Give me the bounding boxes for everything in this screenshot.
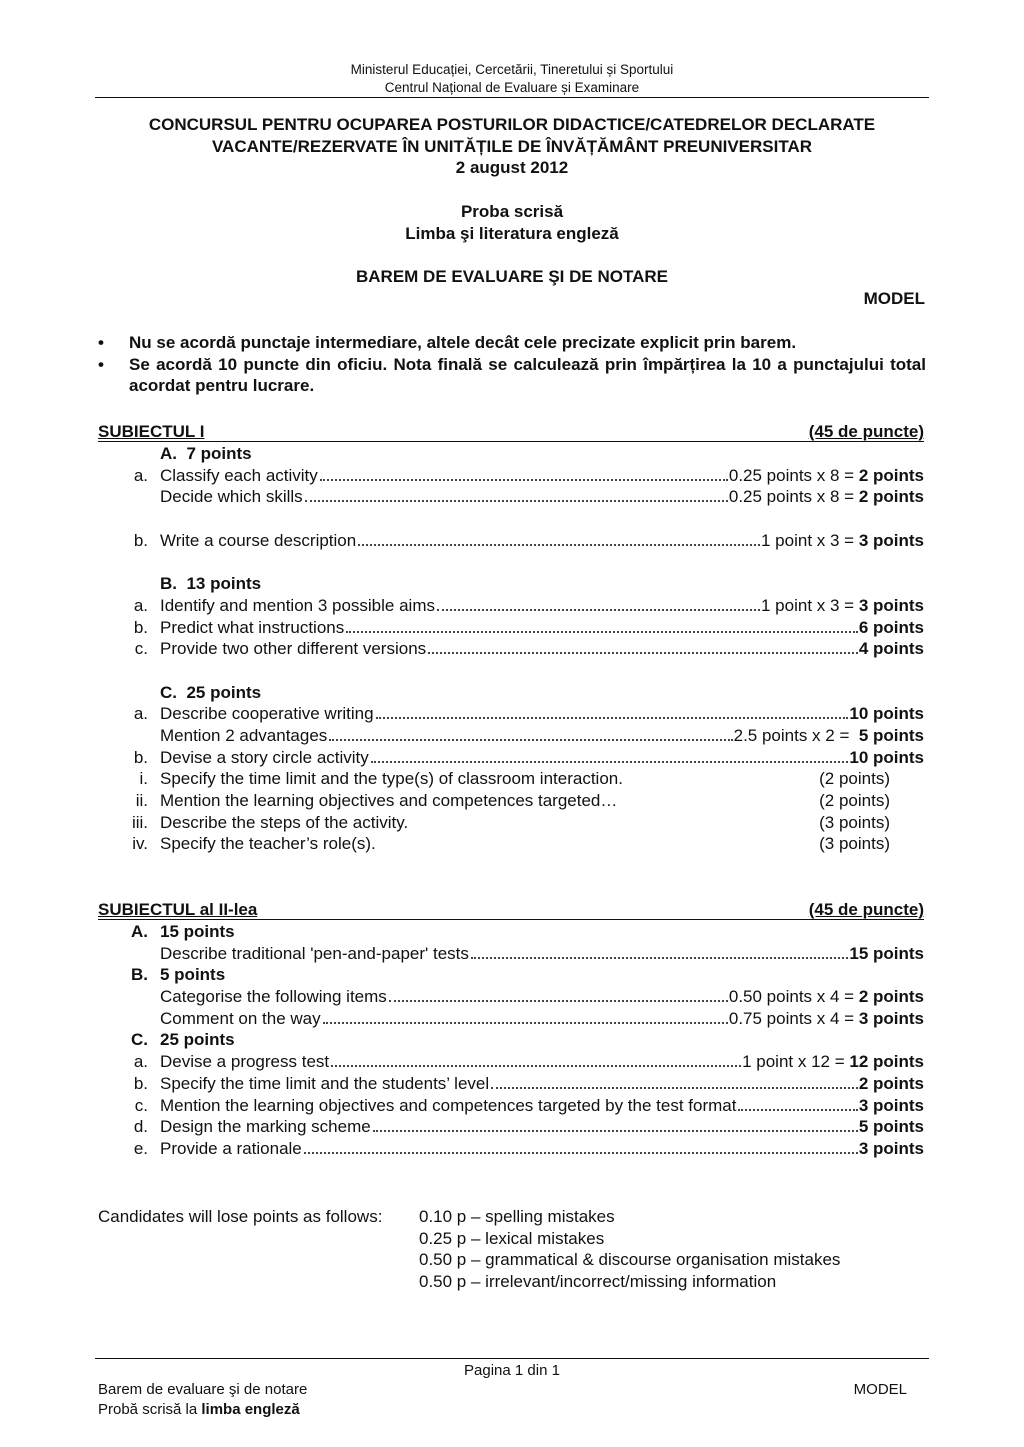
item-text: Mention the learning objectives and competences targeted by the test format [160, 1095, 737, 1115]
instruction-item: • Nu se acordă punctaje intermediare, altele decât cele precizate explicit prin barem. [98, 333, 797, 352]
item-text: Mention 2 advantages [160, 725, 328, 745]
item-text: 15 points [160, 922, 235, 941]
item-points: 15 points [849, 943, 924, 963]
item-text: Provide two other different versions [160, 639, 427, 659]
subiect1-title: SUBIECTUL I [98, 422, 205, 441]
section-heading [98, 573, 924, 595]
item-text: Predict what instructions [160, 617, 345, 637]
model-label: MODEL [863, 289, 925, 308]
subiect2-title: SUBIECTUL al II-lea [98, 900, 258, 919]
item-text: Identify and mention 3 possible aims [160, 595, 435, 615]
center-header: Centrul Național de Evaluare și Examinare [384, 80, 640, 95]
item-marker: b. [133, 1073, 148, 1093]
penalty-item: 0.50 p – irrelevant/incorrect/missing information [419, 1272, 777, 1292]
item-text: 25 points [160, 1030, 235, 1050]
subiect2-heading [98, 900, 924, 920]
penalty-item: 0.10 p – spelling mistakes [419, 1207, 615, 1226]
item-marker: c. [134, 639, 148, 659]
section-heading [98, 921, 924, 943]
section-heading [98, 443, 924, 465]
dot-leader [329, 739, 732, 741]
item-marker: b. [133, 530, 148, 550]
item-text: Design the marking scheme [160, 1117, 371, 1137]
item-text: C. 25 points [160, 682, 262, 702]
item-points: 5 points [858, 1117, 924, 1137]
item-points: 0.25 points x 8 = 2 points [728, 487, 924, 507]
scoring-item [98, 1008, 924, 1030]
dot-leader [346, 631, 858, 633]
item-marker: c. [134, 1095, 148, 1115]
subiect2-points: (45 de puncte) [808, 900, 924, 919]
section-heading [98, 1029, 924, 1051]
item-points: 4 points [858, 639, 924, 659]
item-points: 0.50 points x 4 = 2 points [728, 987, 924, 1007]
instructions-list [98, 332, 926, 397]
item-points: 1 point x 3 = 3 points [761, 595, 924, 615]
item-points: (3 points) [819, 812, 890, 832]
spacer [98, 660, 924, 682]
item-marker: d. [133, 1117, 148, 1137]
dot-leader [389, 1000, 728, 1002]
subiect1-heading [98, 422, 924, 442]
dot-leader [304, 1152, 858, 1154]
dot-leader [323, 1022, 728, 1024]
scoring-item [98, 1073, 924, 1095]
scoring-item [98, 725, 924, 747]
penalties-label: Candidates will lose points as follows: [98, 1207, 383, 1226]
penalty-item: 0.25 p – lexical mistakes [419, 1228, 605, 1248]
dot-leader [373, 1130, 858, 1132]
footer-left-2: Probă scrisă la limba engleză [98, 1401, 300, 1418]
dot-leader [491, 1087, 858, 1089]
item-text: B. 13 points [160, 574, 262, 594]
title-line-1: CONCURSUL PENTRU OCUPAREA POSTURILOR DIDACTICE/CATEDRELOR DECLARATE [148, 115, 876, 134]
dot-leader [428, 652, 858, 654]
item-text: Devise a story circle activity [160, 747, 369, 767]
scoring-item [98, 1095, 924, 1117]
scoring-item [98, 530, 924, 552]
item-text: Devise a progress test [160, 1052, 330, 1072]
dot-leader [358, 544, 760, 546]
footer-rule [95, 1358, 929, 1359]
title-line-2: VACANTE/REZERVATE ÎN UNITĂȚILE DE ÎNVĂȚĂMÂNT PREUNIVERSITAR [211, 137, 813, 156]
item-points: (3 points) [819, 834, 890, 854]
item-points: 2.5 points x 2 = 5 points [733, 725, 924, 745]
item-points: 1 point x 12 = 12 points [742, 1052, 924, 1072]
header-rule [95, 97, 929, 98]
penalty-item: 0.50 p – grammatical & discourse organisation mistakes [419, 1250, 841, 1270]
dot-leader [738, 1109, 857, 1111]
subiect2-items [98, 921, 924, 1160]
scoring-item [98, 833, 924, 855]
item-marker: ii. [135, 791, 148, 810]
item-text: Specify the time limit and the type(s) of classroom interaction. [160, 769, 623, 789]
instruction-item: • Se acordă 10 puncte din oficiu. Nota finală se calculează prin împărțirea la 10 a punctajului total acordat pentru lucrare. [98, 354, 926, 396]
scoring-item [98, 943, 924, 965]
scoring-item [98, 1116, 924, 1138]
item-marker: B. [131, 965, 148, 985]
dot-leader [305, 500, 728, 502]
item-marker: a. [133, 595, 148, 615]
footer-left-1: Barem de evaluare şi de notare [98, 1381, 308, 1398]
dot-leader [376, 717, 849, 719]
scoring-item [98, 790, 924, 812]
dot-leader [331, 1065, 741, 1067]
item-text: Describe cooperative writing [160, 704, 374, 724]
item-points: 10 points [849, 747, 924, 767]
exam-date: 2 august 2012 [455, 158, 569, 177]
spacer [98, 508, 924, 530]
item-points: 1 point x 3 = 3 points [761, 530, 924, 550]
item-text: Describe traditional 'pen-and-paper' tests [160, 943, 469, 963]
scoring-item [98, 465, 924, 487]
dot-leader [320, 479, 728, 481]
section-heading [98, 682, 924, 704]
scoring-item [98, 595, 924, 617]
item-text: Classify each activity [160, 465, 318, 485]
scoring-item [98, 768, 924, 790]
item-marker: iii. [131, 812, 148, 832]
page-number: Pagina 1 din 1 [464, 1362, 560, 1379]
item-marker: iv. [132, 834, 148, 854]
item-text: A. 7 points [160, 444, 252, 463]
scoring-item [98, 986, 924, 1008]
item-points: 0.75 points x 4 = 3 points [728, 1008, 924, 1028]
item-text: Mention the learning objectives and competences targeted… [160, 791, 618, 810]
scoring-item [98, 703, 924, 725]
item-points: 2 points [858, 1073, 924, 1093]
item-text: Write a course description [160, 530, 357, 550]
spacer [98, 551, 924, 573]
item-marker: a. [133, 465, 148, 485]
item-marker: e. [133, 1138, 148, 1158]
exam-subject: Limba şi literatura engleză [405, 224, 619, 243]
subiect1-items [98, 443, 924, 855]
item-marker: a. [133, 704, 148, 724]
item-marker: i. [139, 769, 148, 789]
ministry-header: Ministerul Educației, Cercetării, Tineretului și Sportului [350, 62, 674, 77]
item-text: 5 points [160, 965, 226, 985]
barem-title: BAREM DE EVALUARE ŞI DE NOTARE [355, 267, 668, 286]
section-heading [98, 964, 924, 986]
item-marker: C. [131, 1030, 148, 1050]
scoring-item [98, 486, 924, 508]
item-text: Describe the steps of the activity. [160, 812, 409, 832]
subiect1-points: (45 de puncte) [808, 422, 924, 441]
scoring-item [98, 747, 924, 769]
scoring-item [98, 617, 924, 639]
item-marker: b. [133, 617, 148, 637]
dot-leader [471, 957, 848, 959]
item-text: Specify the teacher’s role(s). [160, 834, 376, 854]
item-points: (2 points) [819, 791, 890, 810]
item-points: 3 points [858, 1095, 924, 1115]
scoring-item [98, 1138, 924, 1160]
item-marker: b. [133, 747, 148, 767]
scoring-item [98, 1051, 924, 1073]
item-points: 6 points [858, 617, 924, 637]
dot-leader [371, 761, 849, 763]
item-text: Specify the time limit and the students’ level [160, 1073, 490, 1093]
item-text: Decide which skills [160, 487, 303, 507]
exam-type: Proba scrisă [460, 202, 564, 221]
item-points: 3 points [858, 1138, 924, 1158]
penalties-block [98, 1206, 840, 1293]
item-points: (2 points) [819, 769, 890, 789]
item-points: 10 points [849, 704, 924, 724]
scoring-item [98, 812, 924, 834]
item-text: Provide a rationale [160, 1138, 302, 1158]
scoring-item [98, 638, 924, 660]
item-text: Categorise the following items [160, 987, 387, 1007]
item-points: 0.25 points x 8 = 2 points [728, 465, 924, 485]
item-text: Comment on the way [160, 1008, 321, 1028]
dot-leader [437, 609, 760, 611]
item-marker: A. [131, 922, 148, 941]
item-marker: a. [133, 1052, 148, 1072]
footer-model: MODEL [853, 1381, 907, 1398]
